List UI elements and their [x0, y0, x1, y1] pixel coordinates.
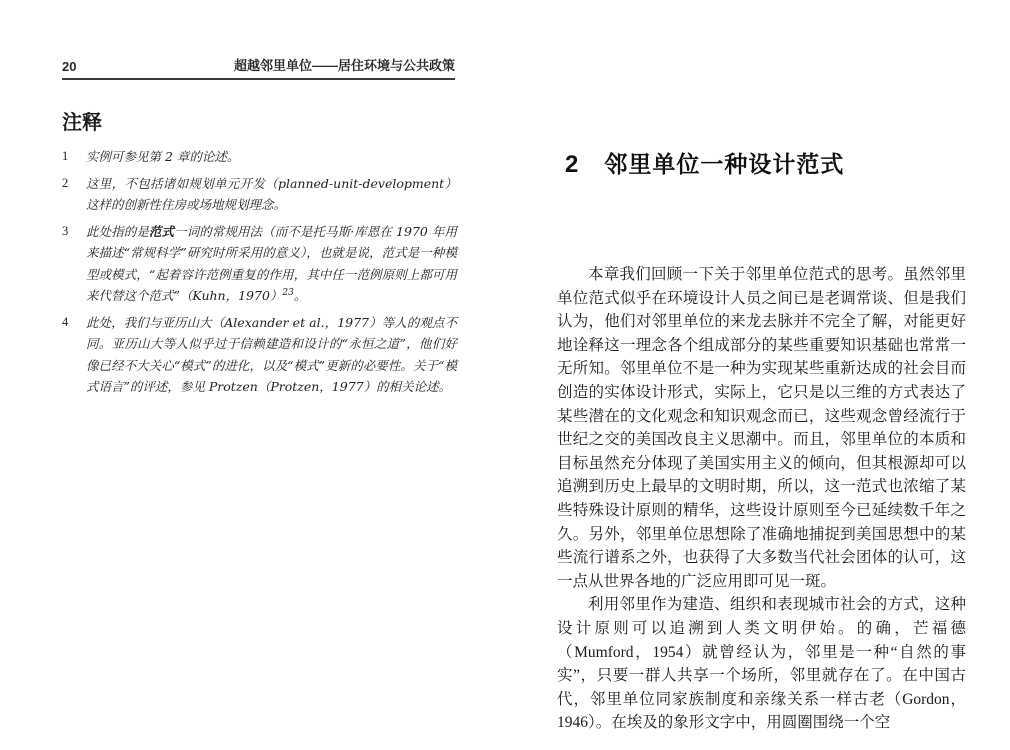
notes-list: [62, 146, 457, 403]
note-text-pre: 此处指的是: [86, 223, 149, 239]
page-header: [62, 55, 455, 80]
chapter-number: 2: [565, 151, 579, 178]
note-item-4: [62, 312, 457, 398]
chapter-body: [557, 263, 966, 735]
note-item-3: [62, 221, 457, 307]
note-term-emphasis: 范式: [148, 223, 175, 239]
chapter-heading: [565, 146, 844, 179]
note-text-post: 。: [293, 288, 307, 303]
note-text: 实例可参见第 2 章的论述。: [86, 149, 240, 164]
notes-section-title: 注释: [62, 112, 102, 134]
body-paragraph-1: 本章我们回顾一下关于邻里单位范式的思考。虽然邻里单位范式似乎在环境设计人员之间已是老调常谈、但是我们认为，他们对邻里单位的来龙去脉并不完全了解，对能更好地诠释这一理念各个组成部分的某些重要知识基础也常常一无所知。邻里单位不是一种为实现某些重新达成的社会目而创造的实体设计形式，实际上，它只是以三维的方式表达了某些潜在的文化观念和知识观念而已，这些观念曾经流行于世纪之交的美国改良主义思潮中。而且，邻里单位的本质和目标虽然充分体现了美国实用主义的倾向，但其根源却可以追溯到历史上最早的文明时期，所以，这一范式也浓缩了某些特殊设计原则的精华，这些设计原则至今已延续数千年之久。另外，邻里单位思想除了准确地捕捉到美国思想中的某些流行谱系之外，也获得了大多数当代社会团体的认可，这一点从世界各地的广泛应用即可见一斑。: [557, 266, 966, 590]
chapter-title: 邻里单位一种设计范式: [604, 151, 845, 177]
note-number: 1: [62, 149, 69, 163]
note-item-2: [62, 173, 457, 216]
note-number: 2: [62, 175, 69, 190]
note-number: 4: [62, 314, 69, 329]
note-number: 3: [62, 223, 69, 238]
note-text-mid: 一词的常规用法（而不是托马斯·库恩在 1970 年用来描述“常规科学”研究时所采用的意义），也就是说，范式是一种模型或模式，“起着容许范例重复的作用，其中任一范例原则上都可用来代替这个范式”（Kuhn，1970）: [86, 223, 457, 303]
note-superscript-ref: 23: [282, 287, 294, 298]
body-paragraph-2: 利用邻里作为建造、组织和表现城市社会的方式，这种设计原则可以追溯到人类文明伊始。的确，芒福德（Mumford，1954）就曾经认为，邻里是一种“自然的事实”，只要一群人共享一个场所，邻里就存在了。在中国古代，邻里单位同家族制度和亲缘关系一样古老（Gordon，1946）。在埃及的象形文字中，用圆圈围绕一个空: [557, 596, 966, 732]
note-text: 此处，我们与亚历山大（Alexander et al.，1977）等人的观点不同。亚历山大等人似乎过于信赖建造和设计的“永恒之道”，他们好像已经不大关心“模式”的进化，以及“模式”更新的必要性。关于“模式语言”的评述，参见 Protzen（Protzen，1977）的相关论述。: [86, 314, 457, 394]
page-number: 20: [62, 59, 77, 74]
note-text: [86, 221, 457, 307]
note-text: 这里，不包括诸如规划单元开发（planned-unit-development）这样的创新性住房或场地规划理念。: [86, 175, 457, 212]
note-item-1: [62, 146, 457, 168]
running-title: 超越邻里单位——居住环境与公共政策: [233, 58, 455, 73]
